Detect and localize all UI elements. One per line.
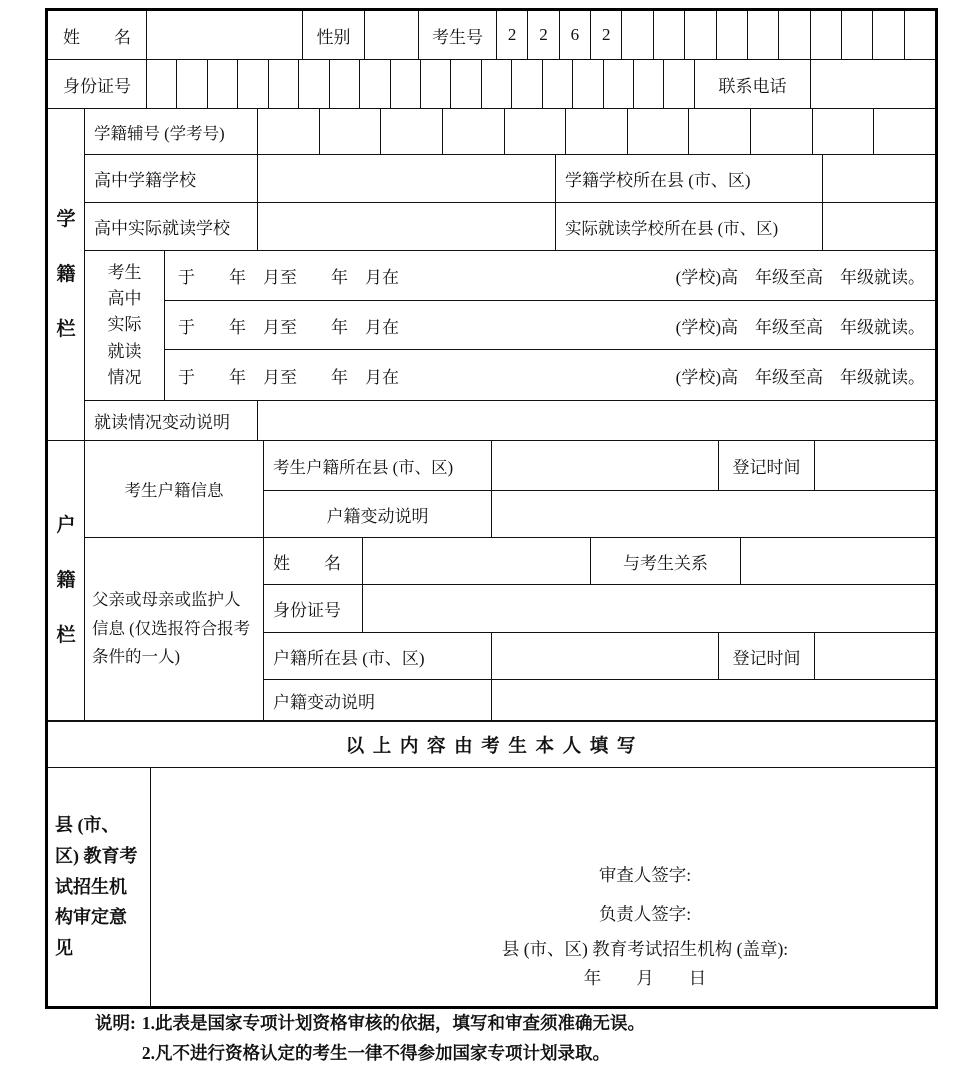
attendance-period-text: 于 年 月至 年 月在 xyxy=(178,267,399,287)
id-digit-cell[interactable] xyxy=(360,60,390,108)
notes-prefix: 说明: xyxy=(95,1013,136,1033)
row-id-phone xyxy=(48,60,935,109)
signature-block xyxy=(385,862,905,990)
aux-digit-cell[interactable] xyxy=(381,109,443,154)
gender-label: 性别 xyxy=(303,11,365,59)
attendance-row[interactable] xyxy=(165,251,935,301)
household-registration-section xyxy=(48,441,935,721)
attendance-row[interactable] xyxy=(165,301,935,351)
note-line-1: 1.此表是国家专项计划资格审核的依据，填写和审查须准确无误。 xyxy=(141,1013,645,1033)
attendance-grade-text: (学校)高 年级至高 年级就读。 xyxy=(675,317,925,337)
row-candidate-change xyxy=(264,491,935,537)
household-section-label: 户籍栏 xyxy=(48,441,85,720)
name-label: 姓 名 xyxy=(48,11,147,59)
attendance-rows xyxy=(165,251,935,400)
id-digit-cell[interactable] xyxy=(664,60,694,108)
candidate-no-digit-cell[interactable] xyxy=(654,11,685,59)
candidate-household-group xyxy=(85,441,935,538)
candidate-no-digit-cell[interactable]: 2 xyxy=(591,11,622,59)
phone-label: 联系电话 xyxy=(695,60,811,108)
aux-digit-cell[interactable] xyxy=(505,109,567,154)
attendance-grade-text: (学校)高 年级至高 年级就读。 xyxy=(675,267,925,287)
parent-group xyxy=(85,538,935,720)
candidate-no-digit-cell[interactable]: 6 xyxy=(560,11,591,59)
date-label: 年 月 日 xyxy=(583,968,707,988)
id-digit-cell[interactable] xyxy=(421,60,451,108)
id-digit-cell[interactable] xyxy=(147,60,177,108)
aux-digit-cell[interactable] xyxy=(320,109,382,154)
id-digit-cell[interactable] xyxy=(299,60,329,108)
aux-digit-cell[interactable] xyxy=(689,109,751,154)
candidate-no-digit-cell[interactable] xyxy=(685,11,716,59)
parent-county-input-cell[interactable] xyxy=(492,633,719,679)
parent-name-label: 姓 名 xyxy=(264,538,363,584)
aux-digit-cell[interactable] xyxy=(874,109,935,154)
row-parent-change xyxy=(264,680,935,720)
candidate-no-digit-cell[interactable] xyxy=(622,11,653,59)
attendance-grade-text: (学校)高 年级至高 年级就读。 xyxy=(675,367,925,387)
attendance-change-note-input-cell[interactable] xyxy=(258,401,935,440)
attendance-group xyxy=(85,251,935,401)
registered-school-county-input-cell[interactable] xyxy=(823,155,935,202)
id-digit-cell[interactable] xyxy=(512,60,542,108)
aux-digit-cell[interactable] xyxy=(258,109,320,154)
row-parent-county xyxy=(264,633,935,680)
aux-digit-cell[interactable] xyxy=(628,109,690,154)
parent-county-label: 户籍所在县 (市、区) xyxy=(264,633,492,679)
attendance-change-note-label: 就读情况变动说明 xyxy=(85,401,258,440)
candidate-no-digit-cell[interactable] xyxy=(748,11,779,59)
attendance-row[interactable] xyxy=(165,350,935,400)
parent-group-label: 父亲或母亲或监护人信息 (仅选报符合报考条件的一人) xyxy=(85,538,264,720)
registered-school-label: 高中学籍学校 xyxy=(85,155,258,202)
name-input-cell[interactable] xyxy=(147,11,303,59)
registered-school-county-label: 学籍学校所在县 (市、区) xyxy=(556,155,823,202)
candidate-no-digit-cell[interactable] xyxy=(717,11,748,59)
school-section-main xyxy=(85,109,935,440)
aux-digit-cell[interactable] xyxy=(443,109,505,154)
aux-digit-cell[interactable] xyxy=(751,109,813,154)
row-registered-school xyxy=(85,155,935,203)
attendance-period-text: 于 年 月至 年 月在 xyxy=(178,367,399,387)
aux-number-label: 学籍辅号 (学考号) xyxy=(85,109,258,154)
id-digit-cell[interactable] xyxy=(543,60,573,108)
id-digit-cell[interactable] xyxy=(269,60,299,108)
candidate-no-digit-cell[interactable]: 2 xyxy=(528,11,559,59)
id-digit-cell[interactable] xyxy=(482,60,512,108)
parent-change-input-cell[interactable] xyxy=(492,680,935,720)
row-name-gender-candidate xyxy=(48,11,935,60)
reviewer-signature-label: 审查人签字: xyxy=(598,865,692,885)
candidate-no-cells xyxy=(497,11,935,59)
candidate-change-label: 户籍变动说明 xyxy=(264,491,492,537)
parent-change-label: 户籍变动说明 xyxy=(264,680,492,720)
aux-number-cells xyxy=(258,109,935,154)
row-actual-school xyxy=(85,203,935,251)
actual-school-input-cell[interactable] xyxy=(258,203,556,250)
candidate-change-input-cell[interactable] xyxy=(492,491,935,537)
id-number-cells xyxy=(147,60,695,108)
candidate-no-digit-cell[interactable]: 2 xyxy=(497,11,528,59)
gender-input-cell[interactable] xyxy=(365,11,419,59)
note-line-2: 2.凡不进行资格认定的考生一律不得参加国家专项计划录取。 xyxy=(141,1043,610,1064)
register-time-input-cell[interactable] xyxy=(815,441,935,490)
review-opinion-label: 县 (市、区) 教育考试招生机构审定意见 xyxy=(48,768,151,1006)
register-time-label: 登记时间 xyxy=(719,441,815,490)
candidate-no-label: 考生号 xyxy=(419,11,497,59)
id-digit-cell[interactable] xyxy=(238,60,268,108)
fill-notice-row xyxy=(48,721,935,768)
school-registration-section xyxy=(48,109,935,441)
candidate-no-digit-cell[interactable] xyxy=(905,11,935,59)
responsible-signature-label: 负责人签字: xyxy=(598,904,692,924)
qualification-form-table xyxy=(45,8,938,1009)
parent-name-input-cell[interactable] xyxy=(363,538,591,584)
row-candidate-county xyxy=(264,441,935,491)
review-opinion-row xyxy=(48,768,935,1006)
row-aux-number xyxy=(85,109,935,155)
candidate-county-input-cell[interactable] xyxy=(492,441,719,490)
parent-rows xyxy=(264,538,935,720)
id-digit-cell[interactable] xyxy=(330,60,360,108)
id-digit-cell[interactable] xyxy=(634,60,664,108)
id-digit-cell[interactable] xyxy=(451,60,481,108)
row-parent-id xyxy=(264,585,935,633)
phone-input-cell[interactable] xyxy=(811,60,935,108)
row-parent-name xyxy=(264,538,935,585)
id-digit-cell[interactable] xyxy=(573,60,603,108)
household-section-main xyxy=(85,441,935,720)
relation-label: 与考生关系 xyxy=(591,538,741,584)
row-attendance-change-note xyxy=(85,401,935,440)
id-number-label: 身份证号 xyxy=(48,60,147,108)
actual-school-label: 高中实际就读学校 xyxy=(85,203,258,250)
notes-lines xyxy=(142,1008,645,1068)
candidate-no-digit-cell[interactable] xyxy=(842,11,873,59)
org-seal-label: 县 (市、区) 教育考试招生机构 (盖章): xyxy=(501,939,789,959)
parent-register-time-input-cell[interactable] xyxy=(815,633,935,679)
relation-input-cell[interactable] xyxy=(741,538,935,584)
id-digit-cell[interactable] xyxy=(208,60,238,108)
registered-school-input-cell[interactable] xyxy=(258,155,556,202)
review-opinion-input-cell[interactable] xyxy=(151,768,935,1006)
actual-school-county-input-cell[interactable] xyxy=(823,203,935,250)
candidate-no-digit-cell[interactable] xyxy=(873,11,904,59)
fill-notice-text: 以 上 内 容 由 考 生 本 人 填 写 xyxy=(345,736,638,757)
aux-digit-cell[interactable] xyxy=(566,109,628,154)
actual-school-county-label: 实际就读学校所在县 (市、区) xyxy=(556,203,823,250)
parent-register-time-label: 登记时间 xyxy=(719,633,815,679)
aux-digit-cell[interactable] xyxy=(813,109,875,154)
attendance-period-text: 于 年 月至 年 月在 xyxy=(178,317,399,337)
id-digit-cell[interactable] xyxy=(391,60,421,108)
school-section-label: 学籍栏 xyxy=(48,109,85,440)
candidate-no-digit-cell[interactable] xyxy=(811,11,842,59)
candidate-county-label: 考生户籍所在县 (市、区) xyxy=(264,441,492,490)
parent-id-label: 身份证号 xyxy=(264,585,363,632)
parent-id-input-cell[interactable] xyxy=(363,585,935,632)
candidate-household-rows xyxy=(264,441,935,537)
candidate-household-label: 考生户籍信息 xyxy=(85,441,264,537)
id-digit-cell[interactable] xyxy=(177,60,207,108)
id-digit-cell[interactable] xyxy=(604,60,634,108)
candidate-no-digit-cell[interactable] xyxy=(779,11,810,59)
attendance-group-label: 考生高中实际就读情况 xyxy=(85,251,165,400)
form-notes xyxy=(95,1008,645,1068)
